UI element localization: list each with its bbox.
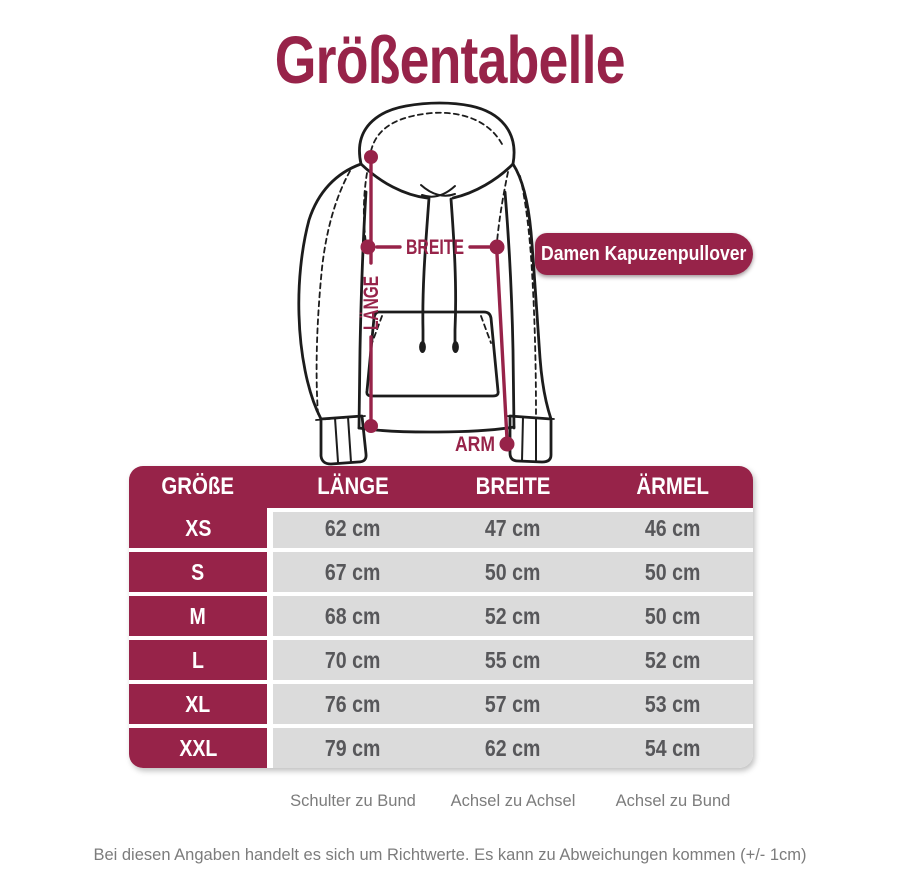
value-cell: 47 cm <box>485 514 541 541</box>
measure-dot-breite-left <box>361 240 376 255</box>
drawstring-right <box>451 199 456 342</box>
table-row-xs <box>129 508 753 548</box>
value-cell: 67 cm <box>325 558 381 585</box>
value-cell: 50 cm <box>645 558 701 585</box>
page-title <box>0 22 900 100</box>
header-cell-aermel: ÄRMEL <box>636 473 710 500</box>
table-row-l <box>129 640 753 680</box>
collar-fold <box>421 185 455 197</box>
cuff-right <box>510 416 551 462</box>
drawstring-knot-right <box>452 341 459 353</box>
size-cell: XXL <box>129 728 267 768</box>
pocket-stitches <box>372 316 491 343</box>
size-cell: XS <box>129 508 267 548</box>
footnote-spacer <box>129 792 273 811</box>
table-row-s <box>129 552 753 592</box>
drawstring-left <box>423 198 429 342</box>
sleeve-left-seam <box>317 171 350 414</box>
value-cell: 62 cm <box>325 514 381 541</box>
size-table <box>129 466 753 768</box>
hem-line <box>359 427 514 432</box>
hoodie-illustration <box>280 98 590 473</box>
measure-dot-breite-right <box>490 240 505 255</box>
measure-dot-laenge-bottom <box>364 419 378 433</box>
measure-line-arm <box>497 254 507 439</box>
value-cells <box>273 508 753 548</box>
product-badge-label: Damen Kapuzenpullover <box>541 242 747 265</box>
page-title-text: Größentabelle <box>274 23 625 98</box>
value-cells <box>273 552 753 592</box>
footnote-breite: Achsel zu Achsel <box>450 792 576 810</box>
pocket-outline <box>367 312 498 396</box>
table-row-xl <box>129 684 753 724</box>
value-cell: 54 cm <box>645 734 701 761</box>
sleeve-left-outline <box>299 164 361 419</box>
measure-dot-laenge-top <box>364 150 378 164</box>
value-cells <box>273 596 753 636</box>
value-cell: 52 cm <box>485 602 541 629</box>
size-cell: XL <box>129 684 267 724</box>
value-cell: 57 cm <box>485 690 541 717</box>
size-cell: S <box>129 552 267 592</box>
value-cells <box>273 728 753 768</box>
value-cell: 76 cm <box>325 690 381 717</box>
table-row-xxl <box>129 728 753 768</box>
measure-dot-arm <box>500 437 515 452</box>
body-right-edge <box>505 192 514 428</box>
sleeve-right-outline <box>513 164 551 419</box>
measure-label-laenge: LÄNGE <box>360 256 383 330</box>
value-cell: 79 cm <box>325 734 381 761</box>
drawstring-knot-left <box>419 341 426 353</box>
footnote-aermel: Achsel zu Bund <box>615 792 731 810</box>
size-table-header <box>129 466 753 508</box>
value-cell: 52 cm <box>645 646 701 673</box>
value-cells <box>273 684 753 724</box>
measure-label-arm: ARM <box>455 433 495 456</box>
value-cell: 50 cm <box>485 558 541 585</box>
value-cell: 62 cm <box>485 734 541 761</box>
hood-inner-seam <box>371 113 503 151</box>
product-badge <box>535 233 753 275</box>
table-footnotes <box>129 792 753 811</box>
header-cell-groesse: GRÖßE <box>161 473 235 500</box>
measure-label-breite: BREITE <box>406 236 464 259</box>
value-cells <box>273 640 753 680</box>
value-cell: 46 cm <box>645 514 701 541</box>
size-cell: M <box>129 596 267 636</box>
table-row-m <box>129 596 753 636</box>
value-cell: 68 cm <box>325 602 381 629</box>
disclaimer-text: Bei diesen Angaben handelt es sich um Richtwerte. Es kann zu Abweichungen kommen (+/- 1cm) <box>93 846 807 864</box>
value-cell: 53 cm <box>645 690 701 717</box>
size-cell: L <box>129 640 267 680</box>
value-cell: 50 cm <box>645 602 701 629</box>
value-cell: 70 cm <box>325 646 381 673</box>
header-cell-laenge: LÄNGE <box>317 473 389 500</box>
header-cell-breite: BREITE <box>475 473 551 500</box>
footnote-laenge: Schulter zu Bund <box>290 792 416 810</box>
value-cell: 55 cm <box>485 646 541 673</box>
